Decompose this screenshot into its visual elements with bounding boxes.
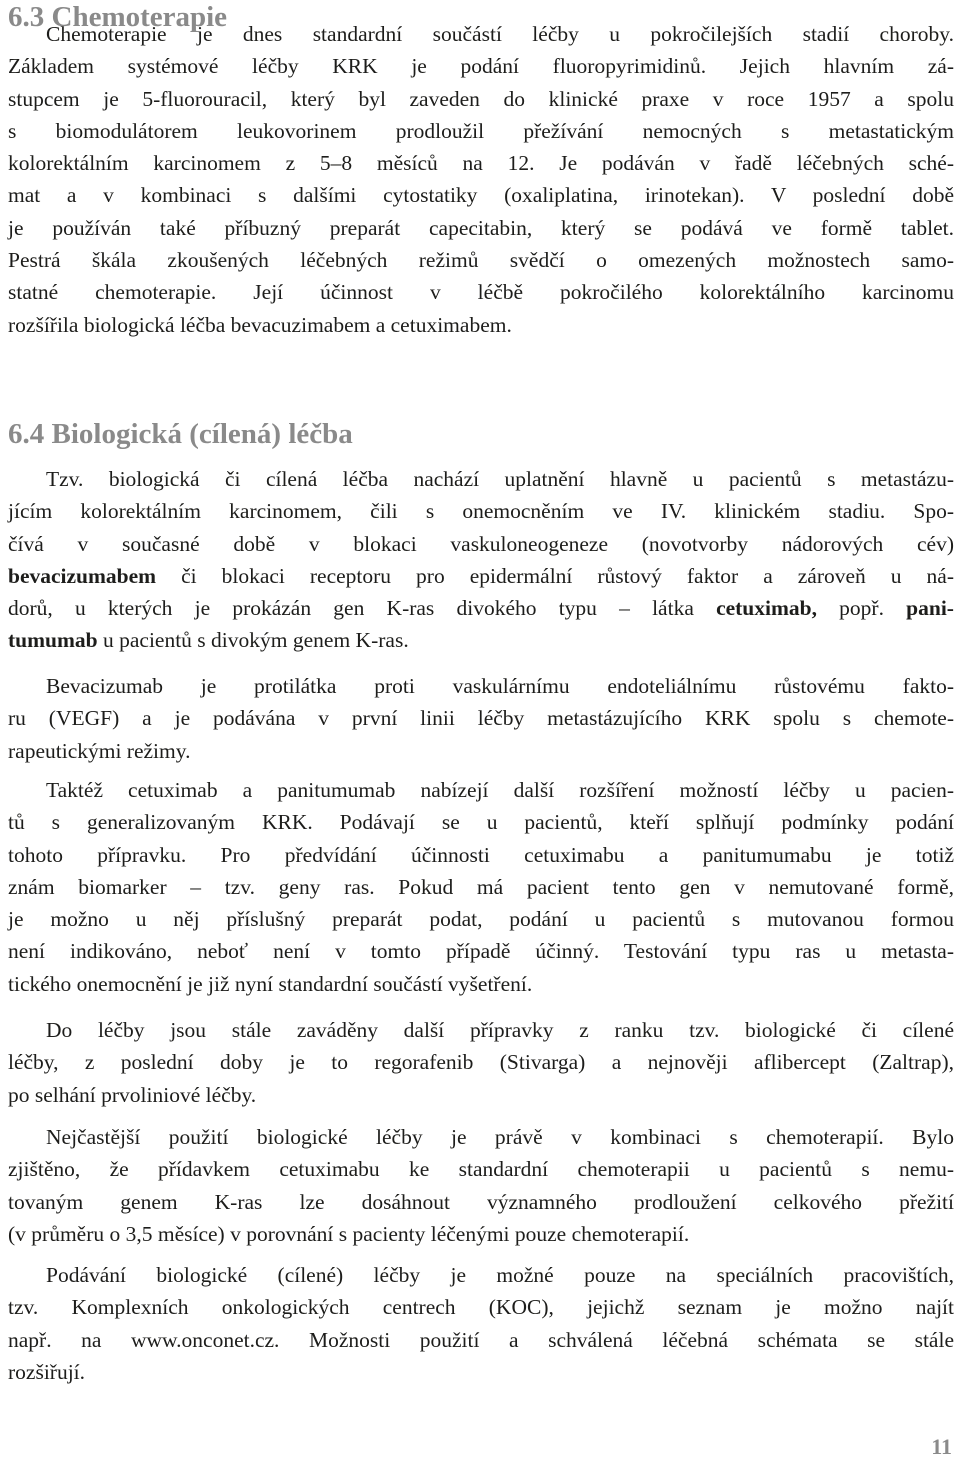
text-line: statné chemoterapie. Její účinnost v léčbě pokročilého kolorektálního karcinomu bbox=[8, 280, 954, 305]
bold-term-cetuximab: cetuximab, bbox=[716, 596, 817, 621]
text-line: jícím kolorektálním karcinomem, čili s onemocněním ve IV. klinickém stadiu. Spo- bbox=[8, 499, 954, 524]
paragraph-biologicka-intro bbox=[8, 463, 954, 657]
text-run: u pacientů s divokým genem K-ras. bbox=[97, 628, 409, 653]
text-line: je používán také příbuzný preparát capecitabin, který se podává ve formě tablet. bbox=[8, 215, 954, 240]
text-line: mat a v kombinaci s dalšími cytostatiky (oxaliplatina, irinotekan). V poslední době bbox=[8, 183, 954, 208]
text-line: Tzv. biologická či cílená léčba nachází uplatnění hlavně u pacientů s metastázu- bbox=[46, 467, 954, 491]
text-line: tovaným genem K-ras lze dosáhnout významného prodloužení celkového přežití bbox=[8, 1189, 954, 1214]
text-line: stupcem je 5-fluorouracil, který byl zaveden do klinické praxe v roce 1957 a spolu bbox=[8, 86, 954, 111]
text-line: Pestrá škála zkoušených léčebných režimů svědčí o omezených možnostech samo- bbox=[8, 248, 954, 273]
text-line: rozšířila biologická léčba bevacuzimabem a cetuximabem. bbox=[8, 312, 512, 337]
paragraph-podavani bbox=[8, 1259, 954, 1388]
text-line: léčby, z poslední doby je to regorafenib (Stivarga) a nejnověji aflibercept (Zaltrap), bbox=[8, 1050, 954, 1075]
text-line: je možno u něj příslušný preparát podat, podání u pacientů s mutovanou formou bbox=[8, 907, 954, 932]
text-line: Podávání biologické (cílené) léčby je možné pouze na speciálních pracovištích, bbox=[46, 1263, 954, 1287]
text-run: či blokaci receptoru pro epidermální růstový faktor a zároveň u ná- bbox=[156, 563, 954, 588]
paragraph-dalsi-pripravky bbox=[8, 1014, 954, 1111]
text-line: např. na www.onconet.cz. Možnosti použití a schválená léčebná schémata se stále bbox=[8, 1327, 954, 1352]
text-run: dorů, u kterých je prokázán gen K-ras divokého typu – látka bbox=[8, 596, 717, 621]
text-run: popř. bbox=[816, 596, 907, 621]
paragraph-cetuximab-panitumumab bbox=[8, 774, 954, 1000]
text-line: rozšiřují. bbox=[8, 1359, 86, 1384]
text-line: Chemoterapie je dnes standardní součástí léčby u pokročilejších stadií choroby. bbox=[46, 22, 954, 46]
page-number: 11 bbox=[931, 1434, 952, 1459]
text-line: Bevacizumab je protilátka proti vaskulárnímu endoteliálnímu růstovému fakto- bbox=[46, 674, 954, 698]
paragraph-kombinace bbox=[8, 1121, 954, 1250]
text-line: ru (VEGF) a je podávána v první linii léčby metastázujícího KRK spolu s chemote- bbox=[8, 706, 954, 731]
text-line: tického onemocnění je již nyní standardní součástí vyšetření. bbox=[8, 971, 533, 996]
paragraph-bevacizumab bbox=[8, 670, 954, 767]
text-line: Do léčby jsou stále zaváděny další přípravky z ranku tzv. biologické či cílené bbox=[46, 1018, 954, 1042]
text-line: s biomodulátorem leukovorinem prodloužil přežívání nemocných s metastatickým bbox=[8, 118, 954, 143]
text-line: Základem systémové léčby KRK je podání fluoropyrimidinů. Jejich hlavním zá- bbox=[8, 54, 954, 79]
text-line: znám biomarker – tzv. geny ras. Pokud má pacient tento gen v nemutované formě, bbox=[8, 874, 954, 899]
text-line: (v průměru o 3,5 měsíce) v porovnání s pacienty léčenými pouze chemoterapií. bbox=[8, 1221, 690, 1246]
text-line: tů s generalizovaným KRK. Podávají se u pacientů, kteří splňují podmínky podání bbox=[8, 810, 954, 835]
section-title-biologicka-lecba: 6.4 Biologická (cílená) léčba bbox=[8, 418, 353, 450]
text-line: Nejčastější použití biologické léčby je právě v kombinaci s chemoterapií. Bylo bbox=[46, 1125, 954, 1149]
text-line bbox=[8, 592, 954, 624]
bold-term-bevacizumabem: bevacizumabem bbox=[8, 563, 157, 588]
text-line: tzv. Komplexních onkologických centrech (KOC), jejichž seznam je možno najít bbox=[8, 1295, 954, 1320]
bold-term-panitumumab: pani- bbox=[906, 596, 954, 621]
text-line: Taktéž cetuximab a panitumumab nabízejí další rozšíření možností léčby u pacien- bbox=[46, 778, 954, 802]
section-title-chemoterapie: 6.3 Chemoterapie bbox=[8, 1, 228, 33]
text-line: po selhání prvoliniové léčby. bbox=[8, 1082, 257, 1107]
text-line: čívá v současné době v blokaci vaskuloneogeneze (novotvorby nádorových cév) bbox=[8, 531, 954, 556]
text-line bbox=[8, 624, 954, 656]
text-line: zjištěno, že přídavkem cetuximabu ke standardní chemoterapii u pacientů s nemu- bbox=[8, 1157, 954, 1182]
text-line: rapeutickými režimy. bbox=[8, 738, 191, 763]
text-line: není indikováno, neboť není v tomto případě účinný. Testování typu ras u metasta- bbox=[8, 939, 954, 964]
text-line bbox=[8, 560, 954, 592]
text-line: tohoto přípravku. Pro předvídání účinnosti cetuximabu a panitumumabu je totiž bbox=[8, 842, 954, 867]
bold-term-panitumumab-end: tumumab bbox=[8, 628, 98, 653]
text-line: kolorektálním karcinomem z 5–8 měsíců na 12. Je podáván v řadě léčebných sché- bbox=[8, 151, 954, 176]
paragraph-chemoterapie bbox=[8, 18, 954, 341]
